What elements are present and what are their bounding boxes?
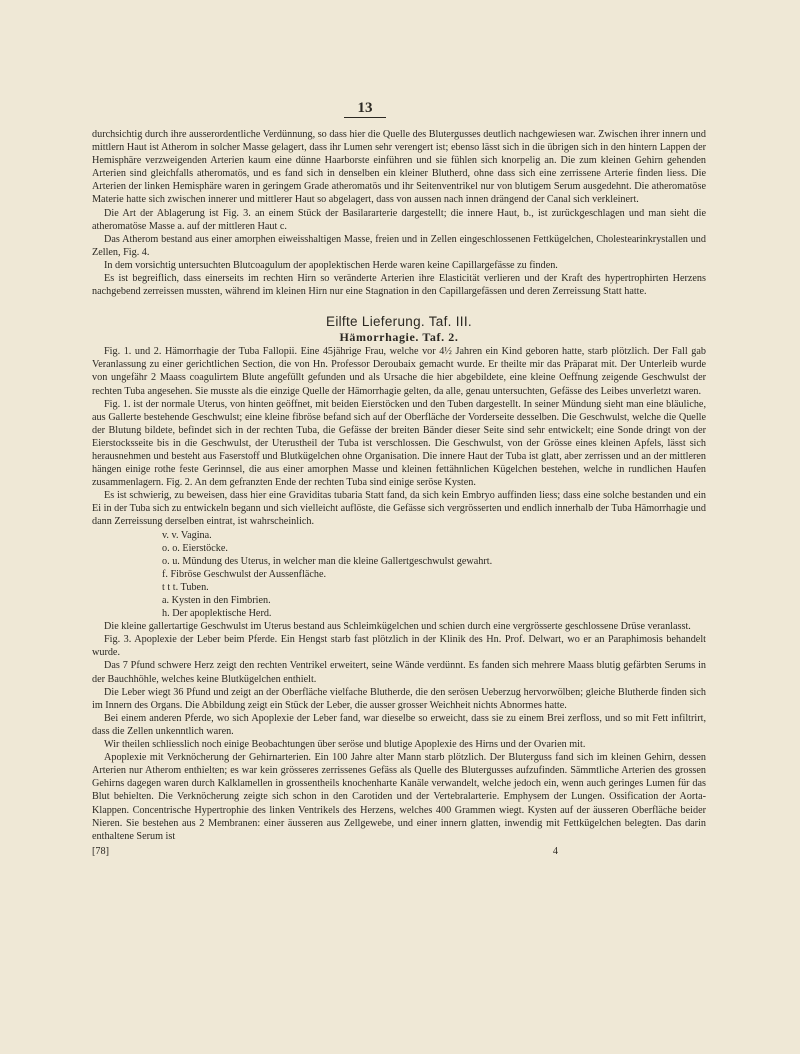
footer-row	[92, 845, 706, 858]
paragraph: Fig. 3. Apoplexie der Leber beim Pferde. Ein Hengst starb fast plötzlich in der Klinik des Hn. Prof. Delwart, wo er an Paraphimosis behandelt wurde.	[92, 634, 706, 659]
paragraph: Die Leber wiegt 36 Pfund und zeigt an der Oberfläche vielfache Blutherde, die den serösen Ueberzug hervorwölben; gleiche Blutherde finden sich im Innern des Organs. Die Abbildung zeigt ein Stück der Leber, die ausser grosser Weichheit nichts Abnormes hatte.	[92, 686, 706, 711]
spacer	[92, 298, 706, 307]
legend-item: f. Fibröse Geschwulst der Aussenfläche.	[162, 568, 327, 580]
legend-item: a. Kysten in den Fimbrien.	[162, 595, 271, 606]
legend-item: v. v. Vagina.	[162, 529, 212, 541]
paragraph: Die Art der Ablagerung ist Fig. 3. an einem Stück der Basilararterie dargestellt; die innere Haut, b., ist zurückgeschlagen und man sieht die atheromatöse Masse a. auf der mittleren Haut c.	[92, 207, 706, 232]
paragraph: Bei einem anderen Pferde, wo sich Apoplexie der Leber fand, war dieselbe so erweicht, dass sie zu einem Brei zerfloss, und so mit Fett infiltrirt, dass die Zellen unkenntlich waren.	[92, 712, 706, 737]
section-heading: Eilfte Lieferung. Taf. III.	[326, 314, 472, 330]
paragraph: Das Atherom bestand aus einer amorphen eiweisshaltigen Masse, freien und in Zellen eingeschlossenen Fettkügelchen, Cholestearinkrystallen und Zellen, Fig. 4.	[92, 233, 706, 258]
page-number: 13	[344, 100, 386, 118]
body-text	[92, 128, 706, 858]
paragraph: Die kleine gallertartige Geschwulst im Uterus bestand aus Schleimkügelchen und schien durch eine vergrösserte geschlossene Drüse veranlasst.	[104, 621, 691, 633]
legend-item: o. o. Eierstöcke.	[162, 542, 228, 554]
paragraph: In dem vorsichtig untersuchten Blutcoagulum der apoplektischen Herde waren keine Capillargefässe zu finden.	[104, 259, 558, 271]
paragraph: Apoplexie mit Verknöcherung der Gehirnarterien. Ein 100 Jahre alter Mann starb plötzlich. Der Bluterguss fand sich im kleinen Gehirn, dessen Arterien nur Atherom enthielten; es war kein grösseres zerrissenes Gefäss als Quelle des Blutergusses aufzufinden. Sämmtliche Arterien des grossen Gehirns dagegen waren durch Kalklamellen in grossentheils knochenharte Kanäle verwandelt, welche jedoch ein, wenn auch geringes Lumen für das Blut behielten. Die Verknöcherung zeigte sich schon in den Carotiden und der Vertebralarterie. Emphysem der Lungen. Ossification der Aorta-Klappen. Concentrische Hypertrophie des linken Ventrikels des Herzens, welches 400 Grammen wiegt. Kysten auf der äusseren Oberfläche beider Nieren. Sie bestehen aus 2 Membranen: einer äusseren aus Zellgewebe, und einer innern glatten, inwendig mit Fettkügelchen belegten. Das darin enthaltene Serum ist	[92, 752, 706, 842]
paragraph: Wir theilen schliesslich noch einige Beobachtungen über seröse und blutige Apoplexie des Hirns und der Ovarien mit.	[104, 739, 586, 751]
paragraph: Es ist schwierig, zu beweisen, dass hier eine Graviditas tubaria Statt fand, da sich kein Embryo auffinden liess; dass eine solche bestanden und ein Ei in der Tuba sich zu entwickeln begann und sich vielleicht auflöste, die Gefässe sich vergrösserten und endlich innerhalb der Tuba Hämorrhagie und dann Zerreissung derselben eintrat, ist wahrscheinlich.	[92, 490, 706, 528]
legend-item: o. u. Mündung des Uterus, in welcher man die kleine Gallertgeschwulst gewahrt.	[162, 555, 493, 567]
paragraph: Das 7 Pfund schwere Herz zeigt den rechten Ventrikel erweitert, seine Wände verdünnt. Es fanden sich mehrere Maass blutig gefärbten Serums in der Bauchhöhle, welches keine Blutkügelchen enthielt.	[92, 660, 706, 685]
sheet-signature: 4	[552, 845, 558, 857]
subsection-heading: Hämorrhagie. Taf. 2.	[339, 330, 459, 345]
paragraph: Fig. 1. und 2. Hämorrhagie der Tuba Fallopii. Eine 45jährige Frau, welche vor 4½ Jahren ein Kind geboren hatte, starb plötzlich. Der Fall gab Veranlassung zu einer gerichtlichen Section, die von Hn. Professor Deroubaix gemacht wurde. Er theilte mir das Präparat mit. Der Unterleib wurde von ungefähr 2 Maass coagulirtem Blute angefüllt gefunden und als Ursache die hier abgebildete, eine kleine Oeffnung zeigende Geschwulst der rechten Tuba angesehen. Sie musste als die einzige Quelle der Hämorrhagie gelten, da alle, genau untersuchten, Gefässe des Leibes unverletzt waren.	[92, 346, 706, 397]
figure-legend	[162, 529, 706, 621]
plate-number: [78]	[92, 845, 109, 857]
paragraph: durchsichtig durch ihre ausserordentliche Verdünnung, so dass hier die Quelle des Blutergusses deutlich nachgewiesen war. Zwischen ihrer innern und mittlern Haut ist Atherom in solcher Masse gelagert, dass ihr Lumen sehr verengert ist; ebenso lässt sich in die übrigen sich in den hintern Lappen der Hemisphäre verzweigenden Arterien kaum eine dünne Haarborste einführen und sie fühlen sich knorpelig an. Die zum kleinen Gehirn gehenden Arterien sind gleichfalls atheromatös, und es fand sich in denselben ein kleiner Blutherd, ohne dass sich eine zerrissene Arterie finden liess. Die Arterien der linken Hemisphäre waren in geringem Grade atheromatös und ihr Seitenventrikel nur von blutigem Serum ausgedehnt. Die atheromatöse Materie hatte sich zwischen innerer und mittlerer Haut so abgelagert, dass von aussen nach innen drängend der Canal sich verkleinert.	[92, 129, 706, 206]
paragraph: Es ist begreiflich, dass einerseits im rechten Hirn so veränderte Arterien ihre Elasticität verlieren und der Kraft des hypertrophirten Herzens nachgebend zerreissen mussten, während im kleinen Hirn nur eine Stagnation in den Capillargefässen und deren Zerreissung Statt hatte.	[92, 273, 706, 298]
legend-item: h. Der apoplektische Herd.	[162, 608, 272, 620]
paragraph: Fig. 1. ist der normale Uterus, von hinten geöffnet, mit beiden Eierstöcken und den Tuben dargestellt. In seiner Mündung sieht man eine bläuliche, aus Gallerte bestehende Geschwulst; eine kleine fibröse befand sich auf der Oberfläche der Vorderseite desselben. Die Geschwulst, welche die Quelle der Blutung bildete, befindet sich in der rechten Tuba, die Gefässe der breiten Bänder dieser Seite sind sehr entwickelt; eine Sonde dringt von der Eierstocksseite bis in die Geschwulst, der Uterustheil der Tuba ist verschlossen. Die Geschwulst, von der Grösse eines kleinen Apfels, lässt sich herausnehmen und besteht aus Faserstoff und Blutkügelchen ohne Organisation. Die innere Haut der Tuba ist glatt, aber zerrissen und an der mittleren hängen einige rothe feste Gerinnsel, die aus einer amorphen Masse und kleinen fettähnlichen Kügelchen bestehen, welche in rundlichen Haufen zusammenlagern. Fig. 2. An dem gefranzten Ende der rechten Tuba sind einige seröse Kysten.	[92, 398, 706, 489]
legend-item: t t t. Tuben.	[162, 581, 209, 593]
